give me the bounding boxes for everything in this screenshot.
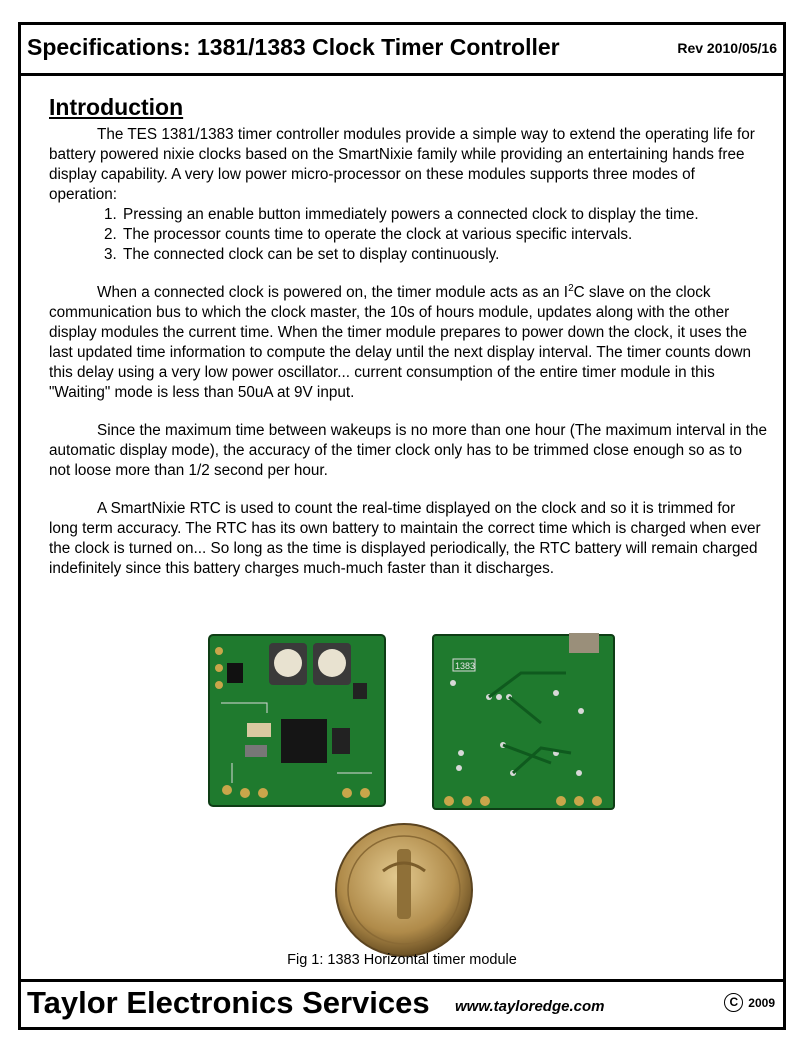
- list-item: 1. Pressing an enable button immediately powers a connected clock to display the time.: [121, 205, 767, 225]
- dime-coin-image: [333, 821, 475, 959]
- copyright: [724, 993, 775, 1012]
- intro-paragraph-3: Since the maximum time between wakeups is no more than one hour (The maximum interval in the automatic display mode), the accuracy of the timer clock only has to be trimmed close enough so as to not loose more than 1/2 second per hour.: [49, 422, 767, 479]
- page-title: Specifications: 1381/1383 Clock Timer Controller: [27, 34, 560, 60]
- figure-caption: Fig 1: 1383 Horizontal timer module: [287, 952, 517, 968]
- intro-paragraph-4: A SmartNixie RTC is used to count the real-time displayed on the clock and so it is trimmed for long term accuracy. The RTC has its own battery to maintain the correct time which is charged when ever the clock is turned on... So long as the time is displayed periodically, the RTC battery will remain charged indefinitely since this battery charges much-much faster than it discharges.: [49, 500, 761, 577]
- page-footer: [21, 979, 783, 1027]
- board-back-label: 1383: [455, 661, 476, 671]
- company-name: Taylor Electronics Services: [27, 985, 430, 1020]
- intro-paragraph-2: When a connected clock is powered on, the timer module acts as an $I^2C$ slave on the clock communication bus to which the clock master, the 10s of hours module, updates along with the other display modules the current time. When the timer module prepares to power down the clock, it uses the last updated time information to compute the delay until the next display interval. The timer counts down this delay using a very low power oscillator... current consumption of the entire timer module in this "Waiting" mode is less than 50uA at 9V input.: [49, 282, 752, 401]
- copyright-icon: C: [724, 993, 743, 1012]
- page-frame: [18, 22, 786, 1030]
- board-front-image: [207, 633, 387, 808]
- introduction-section: [49, 93, 767, 597]
- figure-area: [21, 633, 783, 983]
- page-header: [21, 25, 783, 76]
- modes-list: [49, 205, 767, 265]
- website-link[interactable]: www.tayloredge.com: [455, 998, 605, 1015]
- intro-paragraph-1: The TES 1381/1383 timer controller modules provide a simple way to extend the operating life for battery powered nixie clocks based on the SmartNixie family while providing an entertaining hands free display capability. A very low power micro-processor on these modules supports three modes of operation:: [49, 126, 755, 203]
- copyright-year: 2009: [748, 995, 775, 1010]
- section-heading: Introduction: [49, 94, 184, 120]
- list-item: 2. The processor counts time to operate the clock at various specific intervals.: [121, 225, 767, 245]
- board-back-image: [431, 633, 616, 811]
- revision-date: Rev 2010/05/16: [677, 40, 777, 56]
- list-item: 3. The connected clock can be set to display continuously.: [121, 245, 767, 265]
